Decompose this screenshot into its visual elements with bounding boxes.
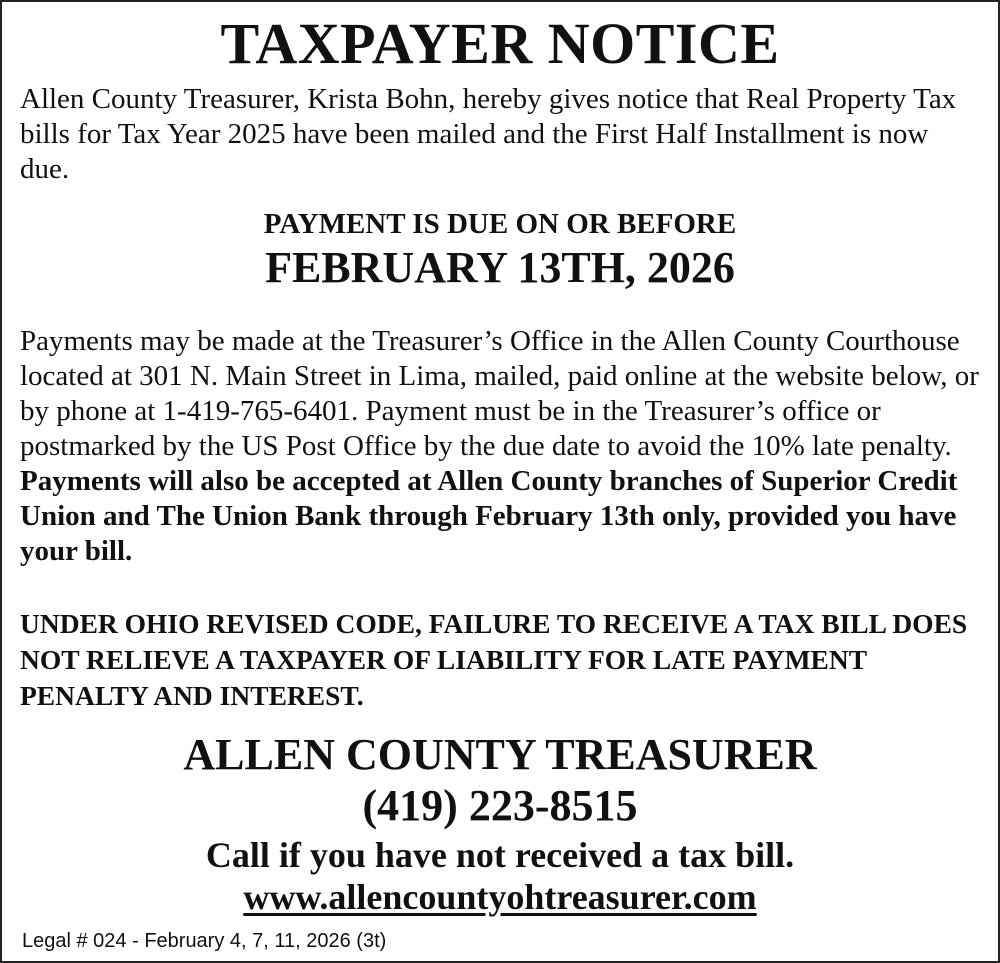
legal-notice: Legal # 024 - February 4, 7, 11, 2026 (3t) xyxy=(22,930,387,952)
due-label: PAYMENT IS DUE ON OR BEFORE xyxy=(263,208,737,240)
notice-title: TAXPAYER NOTICE xyxy=(220,11,780,76)
phone-number: (419) 223-8515 xyxy=(362,781,638,830)
payment-info-bold-text: Payments will also be accepted at Allen County branches of Superior Credit Union and The Union Bank through February 13th only, provided you have your bill. xyxy=(20,465,958,567)
website-line xyxy=(2,875,998,919)
website-link[interactable]: www.allencountyohtreasurer.com xyxy=(243,877,757,917)
intro-paragraph: Allen County Treasurer, Krista Bohn, hereby gives notice that Real Property Tax bills for Tax Year 2025 have been mailed and the First Half Installment is now due. xyxy=(20,83,957,185)
office-name: ALLEN COUNTY TREASURER xyxy=(183,730,817,779)
call-note: Call if you have not received a tax bill. xyxy=(205,835,795,875)
payment-paragraph xyxy=(20,324,984,569)
warning-paragraph: UNDER OHIO REVISED CODE, FAILURE TO RECEIVE A TAX BILL DOES NOT RELIEVE A TAXPAYER OF LIABILITY FOR LATE PAYMENT PENALTY AND INTEREST. xyxy=(20,608,968,711)
due-date: FEBRUARY 13TH, 2026 xyxy=(265,243,735,292)
payment-info-text: Payments may be made at the Treasurer’s Office in the Allen County Courthouse located at 301 N. Main Street in Lima, mailed, paid online at the website below, or by phone at 1-419-765-6401. Payment must be in the Treasurer’s office or postmarked by the US Post Office by the due date to avoid the 10% late penalty. xyxy=(20,325,979,462)
